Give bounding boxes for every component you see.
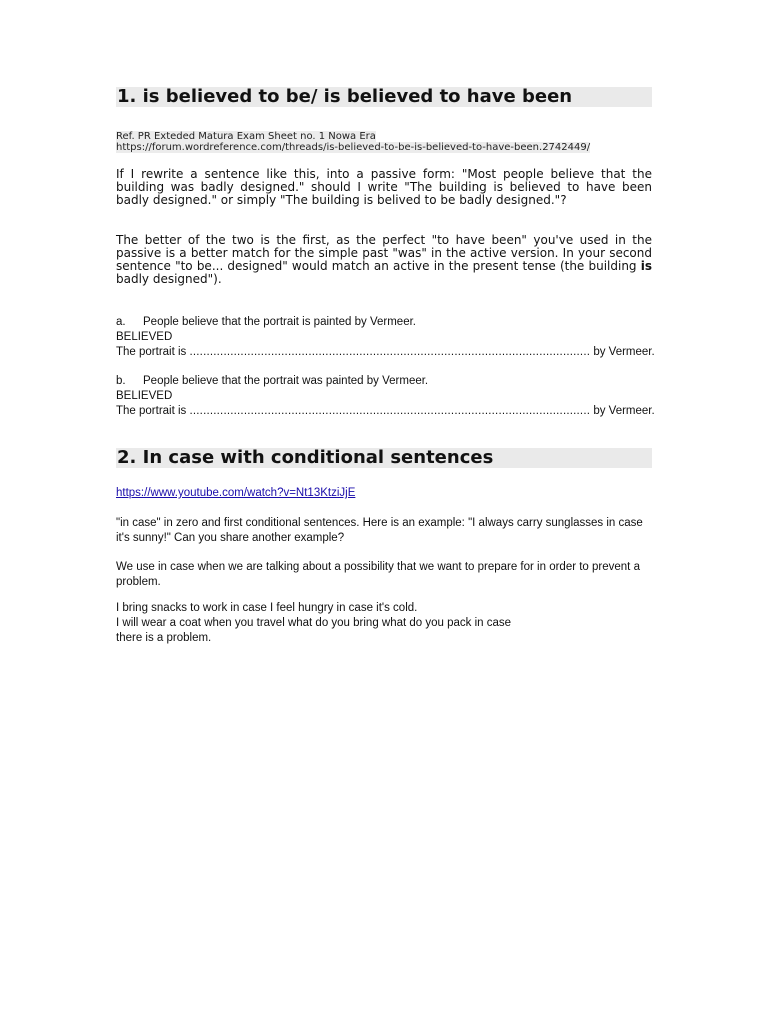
exercise-b-keyword: BELIEVED xyxy=(116,390,173,402)
exercise-a-blank[interactable]: ...................................................................................................................... xyxy=(189,346,591,358)
youtube-link-line xyxy=(116,486,355,501)
in-case-explanation: We use in case when we are talking about a possibility that we want to prepare for in order to prevent a problem. xyxy=(116,561,640,588)
example-line-3: there is a problem. xyxy=(116,632,212,644)
in-case-examples xyxy=(116,601,511,646)
exercise-b-suffix: by Vermeer. xyxy=(590,405,655,417)
section-2-heading: 2. In case with conditional sentences xyxy=(116,448,652,468)
forum-answer-text-1: The better of the two is the first, as the perfect "to have been" you've used in the passive is a better match for the simple past "was" in the active version. In your second sentence "to be... designed" would match an active in the present tense (the building xyxy=(116,233,652,273)
youtube-link[interactable]: https://www.youtube.com/watch?v=Nt13KtziJjE xyxy=(116,487,356,499)
example-line-2: I will wear a coat when you travel what do you bring what do you pack in case xyxy=(116,617,512,629)
exercise-b-text: People believe that the portrait was painted by Vermeer. xyxy=(143,375,429,387)
reference-url[interactable]: https://forum.wordreference.com/threads/is-believed-to-be-is-believed-to-have-been.2742449/ xyxy=(116,142,591,153)
exercise-b xyxy=(116,374,655,419)
forum-answer xyxy=(116,234,652,286)
exercise-a-marker: a. xyxy=(116,316,126,328)
forum-question: If I rewrite a sentence like this, into a passive form: "Most people believe that the building was badly designed." should I write "The building is believed to have been badly designed." or simply "The building is belived to be badly designed."? xyxy=(116,167,652,207)
exercise-a-suffix: by Vermeer. xyxy=(590,346,655,358)
forum-answer-bold: is xyxy=(640,259,652,273)
exercise-a-sentence xyxy=(116,315,655,330)
reference-block xyxy=(116,131,652,153)
section-1-heading: 1. is believed to be/ is believed to have been xyxy=(116,87,652,107)
exercise-b-marker: b. xyxy=(116,375,126,387)
exercise-a-answer-line xyxy=(116,345,655,360)
reference-source: Ref. PR Exteded Matura Exam Sheet no. 1 Nowa Era xyxy=(116,131,376,142)
forum-answer-text-2: badly designed"). xyxy=(116,272,222,286)
exercise-a-text: People believe that the portrait is painted by Vermeer. xyxy=(143,316,416,328)
exercise-a-prefix: The portrait is xyxy=(116,346,190,358)
exercise-b-answer-line xyxy=(116,404,655,419)
exercise-a-keyword: BELIEVED xyxy=(116,331,173,343)
exercise-b-prefix: The portrait is xyxy=(116,405,190,417)
exercise-a xyxy=(116,315,655,360)
example-line-1: I bring snacks to work in case I feel hungry in case it's cold. xyxy=(116,602,418,614)
in-case-intro: "in case" in zero and first conditional sentences. Here is an example: "I always carry sunglasses in case it's sunny!" Can you share another example? xyxy=(116,517,643,544)
exercise-b-sentence xyxy=(116,374,655,389)
exercise-b-blank[interactable]: ...................................................................................................................... xyxy=(189,405,591,417)
